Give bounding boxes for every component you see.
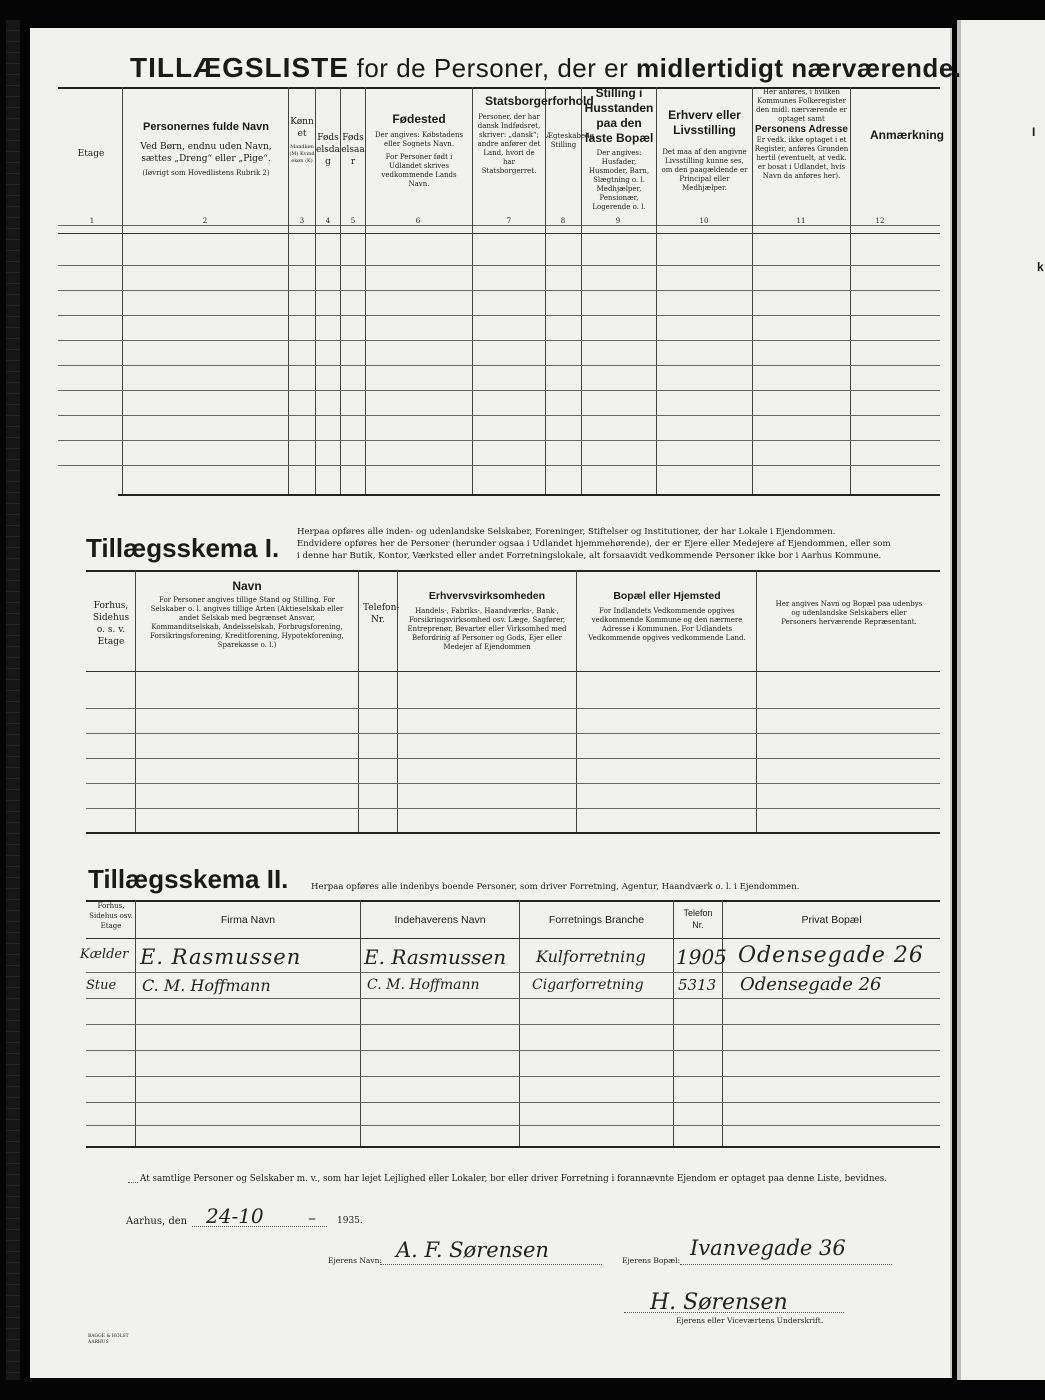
entry-row <box>58 465 940 466</box>
col-header-private-home: Privat Bopæl <box>801 914 862 926</box>
column-number: 10 <box>699 217 709 225</box>
row-home: Odensegade 26 <box>740 974 882 995</box>
row-floor: Kælder <box>80 947 129 962</box>
col-header-citizenship: Statsborgerforhold Personer, der har dansk Indfødsret, skriver: „dansk“; andre anfører det Land, hvori de har Statsborgerret. <box>477 94 594 175</box>
adjacent-page <box>957 20 1045 1380</box>
column-number: 1 <box>89 217 95 225</box>
page-edge <box>957 20 961 1380</box>
col-header-remark: Anmærkning <box>870 128 945 142</box>
column-rule <box>135 570 136 832</box>
row-owner: C. M. Hoffmann <box>367 977 480 993</box>
entry-row <box>86 1076 940 1077</box>
entry-row <box>86 808 940 809</box>
column-rule <box>722 900 723 1146</box>
col-header-name: Personernes fulde Navn Ved Børn, endnu uden Navn, sættes „Dreng“ eller „Pige“. (Iøvrigt som Hovedlistens Rubrik 2) <box>140 121 272 177</box>
table-border <box>86 570 940 572</box>
column-number: 8 <box>560 217 566 225</box>
column-rule <box>756 570 757 832</box>
row-branch: Kulforretning <box>536 947 646 966</box>
adjacent-page-text: I <box>1032 125 1036 139</box>
dotted-leader <box>128 1182 138 1183</box>
col-header-marital: Ægteskabelig Stilling <box>546 132 595 149</box>
year-label: 1935. <box>337 1216 363 1226</box>
entry-row <box>58 390 940 391</box>
column-rule <box>576 570 577 832</box>
column-number: 2 <box>202 217 208 225</box>
col-header-owner: Indehaverens Navn <box>394 914 486 926</box>
row-phone: 1905 <box>676 945 727 969</box>
col-header-birthyear: Fødselsaar <box>341 133 365 167</box>
col-header-birthplace: Fødested Der angives: Købstadens eller Sognets Navn. For Personer født i Udlandet skrives vedkommende Lands Navn. <box>374 112 464 188</box>
col-header-firm: Firma Navn <box>220 914 276 926</box>
col-header-representative: Her angives Navn og Bopæl paa udenbys og udenlandske Selskabers eller Personers herværende Repræsentant. <box>775 600 923 626</box>
row-owner: E. Rasmussen <box>364 945 507 969</box>
col-header-branch: Forretnings Branche <box>548 914 645 926</box>
printer-mark: BAGGE & HOLST AARHUS <box>88 1334 129 1345</box>
certification-text: At samtlige Personer og Selskaber m. v., som har lejet Lejlighed eller Lokaler, bor eller driver Forretning i forannævnte Ejendom er optaget paa denne Liste, bevidnes. <box>140 1174 888 1184</box>
table-border <box>86 832 940 834</box>
col-header-birthday: Fødselsdag <box>316 133 340 167</box>
entry-row <box>86 998 940 999</box>
header-rule <box>58 233 940 234</box>
date-dash: – <box>308 1208 316 1227</box>
entry-row <box>58 340 940 341</box>
column-number: 5 <box>350 217 356 225</box>
signature-line <box>624 1312 844 1313</box>
scan-ruler <box>6 20 20 1380</box>
col-header-household: Stilling i Husstanden paa den faste Bopæl Der angives: Husfader, Husmoder, Barn, Slægtning o. l. Medhjælper, Pensionær, Logerende o. l. <box>584 86 654 211</box>
owner-name-line <box>380 1264 602 1265</box>
header-rule <box>86 938 940 939</box>
col-header-etage: Etage <box>77 149 105 159</box>
owner-address-handwritten: Ivanvegade 36 <box>690 1236 846 1260</box>
section-title-skema-2: Tillægsskema II. <box>88 864 289 894</box>
row-firm: C. M. Hoffmann <box>142 976 271 995</box>
entry-row <box>86 1050 940 1051</box>
table-border <box>86 900 940 902</box>
column-number: 4 <box>325 217 331 225</box>
row-home: Odensegade 26 <box>738 943 924 968</box>
col-header-floor: Forhus, Sidehus osv. Etage <box>89 902 133 930</box>
date-handwritten: 24-10 <box>206 1204 264 1228</box>
header-rule <box>58 225 940 226</box>
column-number: 3 <box>299 217 305 225</box>
col-header-phone: Telefon-Nr. <box>363 603 400 625</box>
entry-row <box>86 1125 940 1126</box>
col-header-floor: Forhus, Sidehus o. s. v. Etage <box>92 601 130 647</box>
row-branch: Cigarforretning <box>532 977 644 993</box>
col-header-address: Her anføres, i hvilken Kommunes Folkeregister den midl. nærværende er optaget samt Personens Adresse Er vedk. ikke optaget i et Register, anføres Grunden hertil (eventuelt, at vedk. er bosat i Udlandet, hvis Navn da anføres her). <box>754 88 849 180</box>
column-rule <box>360 900 361 1146</box>
section-intro: Herpaa opføres alle indenbys boende Personer, som driver Forretning, Agentur, Haandværk o. l. i Ejendommen. <box>311 882 800 892</box>
title-emphasis: midlertidigt nærværende. <box>636 53 962 83</box>
header-rule <box>86 671 940 672</box>
column-number: 6 <box>415 217 421 225</box>
section-title-skema-1: Tillægsskema I. <box>86 533 280 563</box>
owner-address-label: Ejerens Bopæl: <box>622 1256 681 1265</box>
col-header-occupation: Erhverv eller Livsstilling Det maa af den angivne Livsstilling kunne ses, om den paagældende er Principal eller Medhjælper. <box>661 108 748 192</box>
entry-row <box>58 365 940 366</box>
entry-row <box>86 783 940 784</box>
column-number: 11 <box>796 217 806 225</box>
entry-row <box>86 972 940 973</box>
row-firm: E. Rasmussen <box>140 945 302 969</box>
entry-row <box>58 440 940 441</box>
column-rule <box>519 900 520 1146</box>
entry-row <box>58 315 940 316</box>
table-border <box>118 494 940 496</box>
col-header-phone: Telefon Nr. <box>683 908 713 930</box>
entry-row <box>86 733 940 734</box>
row-phone: 5313 <box>678 976 717 994</box>
column-rule <box>135 900 136 1146</box>
page-title <box>130 52 962 84</box>
row-floor: Stue <box>86 978 117 993</box>
entry-row <box>86 758 940 759</box>
form-page <box>30 28 962 1378</box>
column-number: 12 <box>875 217 885 225</box>
col-header-sex: Kønnet Mandkøn (M) Kvindekøn (K) <box>289 117 315 164</box>
owner-name-label: Ejerens Navn: <box>328 1256 382 1265</box>
title-main: TILLÆGSLISTE <box>130 52 349 83</box>
section-intro: Herpaa opføres alle inden- og udenlandske Selskaber, Foreninger, Stiftelser og Institutioner, der har Lokale i Ejendommen. Endvidere opføres her de Personer (herunder ogsaa i Udlandet hjemmehørende), der er Ejere eller Medejere af Ejendommen, eller som i denne har Butik, Kontor, Værksted eller andet Forretningslokale, alt forsaavidt vedkommende Personer ikke bor i Aarhus Kommune. <box>297 527 891 561</box>
place-label: Aarhus, den <box>126 1216 188 1227</box>
column-number: 9 <box>615 217 621 225</box>
signature-label: Ejerens eller Viceværtens Underskrift. <box>676 1316 824 1325</box>
table-border <box>86 1146 940 1148</box>
entry-row <box>86 1024 940 1025</box>
adjacent-page-text: k <box>1037 260 1044 274</box>
col-header-home: Bopæl eller Hjemsted For Indlandets Vedkommende opgives vedkommende Kommune og den nærmere Adresse i Kommunen. For Udlandets Vedkommende opgives vedkommende Land. <box>588 590 746 642</box>
signature-handwritten: H. Sørensen <box>650 1290 788 1315</box>
entry-row <box>58 265 940 266</box>
column-rule <box>673 900 674 1146</box>
entry-row <box>58 415 940 416</box>
entry-row <box>86 1102 940 1103</box>
entry-row <box>86 708 940 709</box>
col-header-name: Navn For Personer angives tillige Stand og Stilling. For Selskaber o. l. angives tillige Arten (Aktieselskab eller andet Selskab med begrænset Ansvar, Kommanditselskab, Andelsselskab, Forbrugsforening, Forsikringsforening, Kreditforening, Hypotekforening, Sparekasse o. l.) <box>150 579 344 649</box>
entry-row <box>58 290 940 291</box>
column-number: 7 <box>506 217 512 225</box>
owner-address-line <box>680 1264 892 1265</box>
owner-name-handwritten: A. F. Sørensen <box>396 1238 549 1262</box>
col-header-business: Erhvervsvirksomheden Handels-, Fabriks-, Haandværks-, Bank-, Forsikringsvirksomhed osv. Læge, Sagfører, Entreprenør, Bevarter eller Virksomhed med Befordring af Personer og Gods, Ejer eller Medejer af Ejendommen <box>407 590 567 651</box>
title-middle: for de Personer, der er <box>356 53 629 83</box>
